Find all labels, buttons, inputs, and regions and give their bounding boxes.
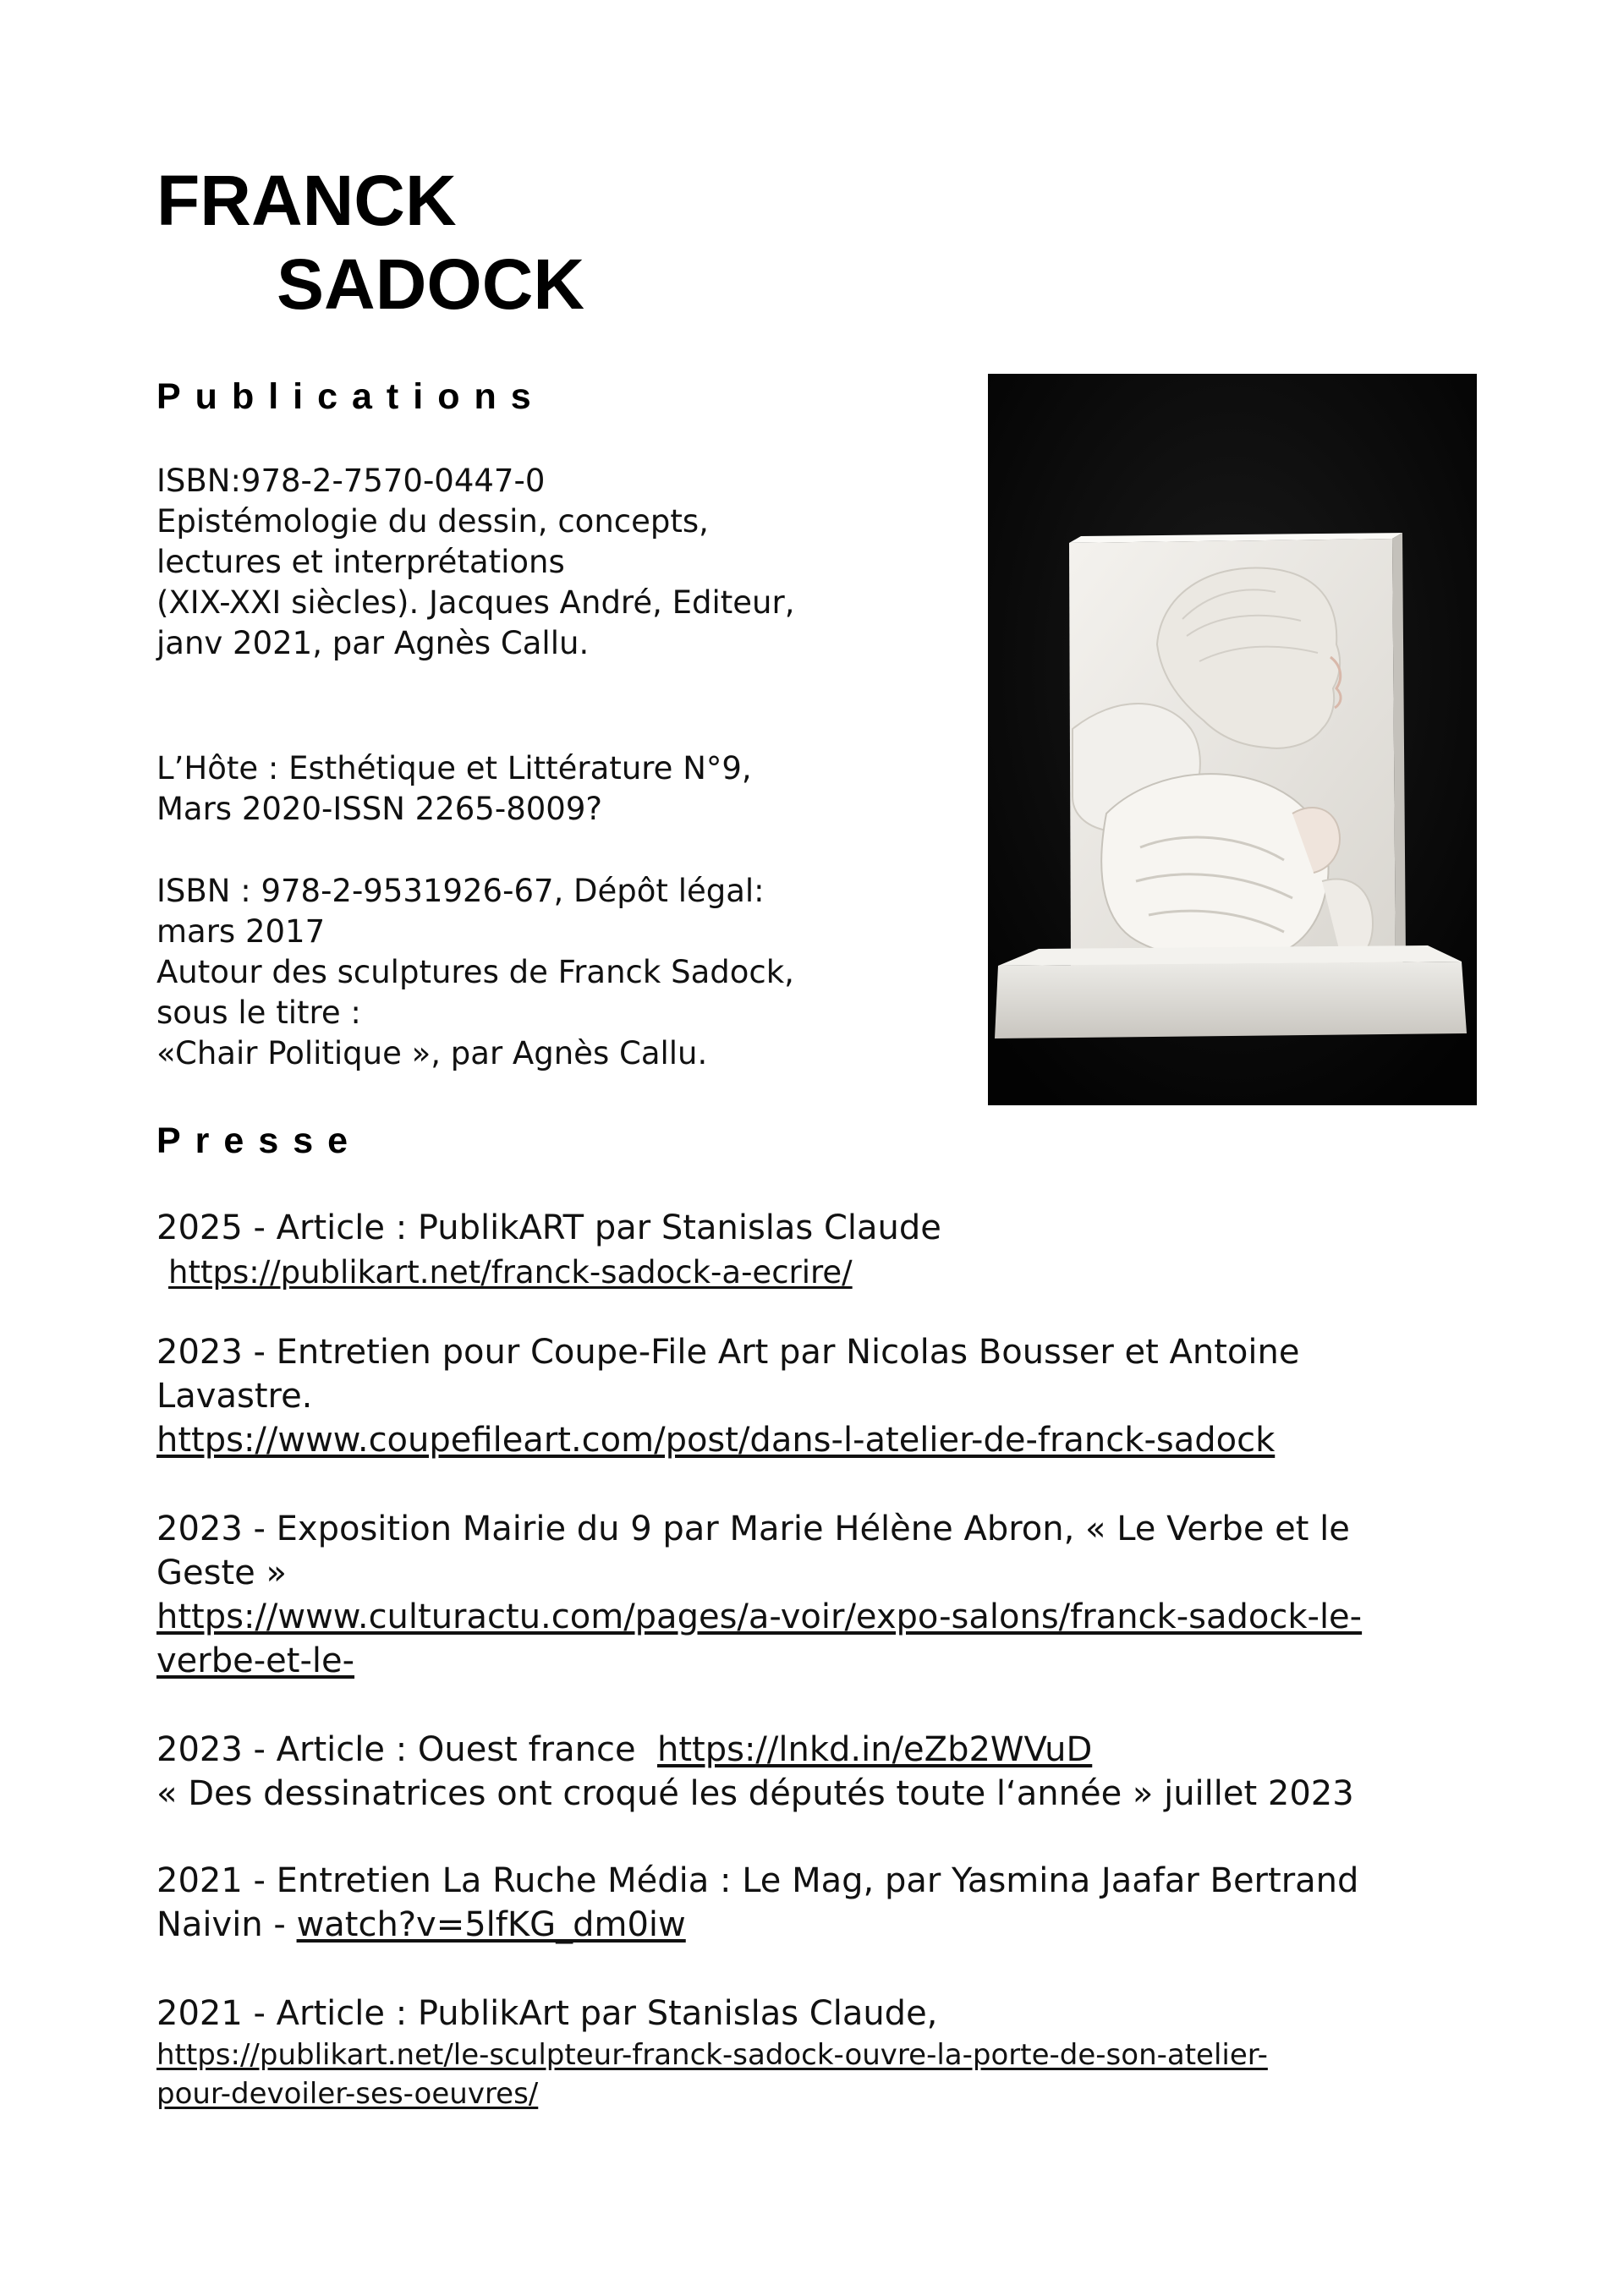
press-item-6: 2021 - Article : PublikArt par Stanislas Claude, https://publikart.net/le-sculpteur-franck-sadock-ouvre-la-porte-de-son-atelier- pour-devoiler-ses-oeuvres/: [156, 1994, 1268, 2111]
sculpture-photo: [988, 374, 1477, 1105]
sculpture-relief-image: [988, 374, 1477, 1105]
press-item-1: 2025 - Article : PublikART par Stanislas Claude https://publikart.net/franck-sadock-a-ecrire/: [156, 1208, 941, 1290]
artist-last-name: SADOCK: [277, 244, 585, 324]
press-link-publikart-2021[interactable]: https://publikart.net/le-sculpteur-franck-sadock-ouvre-la-porte-de-son-atelier-: [156, 2038, 1268, 2072]
press-link-publikart-2025[interactable]: https://publikart.net/franck-sadock-a-ecrire/: [168, 1254, 853, 1290]
press-item-5: 2021 - Entretien La Ruche Média : Le Mag, par Yasmina Jaafar Bertrand Naivin - watch?v=5lfKG_dm0iw: [156, 1861, 1359, 1944]
press-link-coupefileart[interactable]: https://www.coupefileart.com/post/dans-l-atelier-de-franck-sadock: [156, 1421, 1276, 1460]
press-link-publikart-2021-cont[interactable]: pour-devoiler-ses-oeuvres/: [156, 2077, 539, 2111]
press-item-4: 2023 - Article : Ouest france https://lnkd.in/eZb2WVuD « Des dessinatrices ont croqué les députés toute l‘année » juillet 2023: [156, 1730, 1354, 1813]
publication-entry-2: L’Hôte : Esthétique et Littérature N°9, Mars 2020-ISSN 2265-8009?: [156, 750, 752, 827]
press-item-2: 2023 - Entretien pour Coupe-File Art par Nicolas Bousser et Antoine Lavastre. https://www.coupefileart.com/post/dans-l-atelier-de-franck-sadock: [156, 1333, 1300, 1460]
publication-entry-3: ISBN : 978-2-9531926-67, Dépôt légal: mars 2017 Autour des sculptures de Franck Sadock, sous le titre : «Chair Politique », par Agnès Callu.: [156, 873, 794, 1071]
publications-heading: Publications: [156, 376, 546, 417]
press-link-ouest-france[interactable]: https://lnkd.in/eZb2WVuD: [657, 1730, 1093, 1769]
artist-first-name: FRANCK: [156, 161, 457, 240]
presse-heading: Presse: [156, 1121, 363, 1161]
press-link-la-ruche-video[interactable]: watch?v=5lfKG_dm0iw: [296, 1905, 686, 1944]
press-link-culturactu-cont[interactable]: verbe-et-le-: [156, 1641, 355, 1680]
press-item-3: 2023 - Exposition Mairie du 9 par Marie Hélène Abron, « Le Verbe et le Geste » https://www.culturactu.com/pages/a-voir/expo-salons/franck-sadock-le- verbe-et-le-: [156, 1510, 1363, 1680]
publication-entry-1: ISBN:978-2-7570-0447-0 Epistémologie du dessin, concepts, lectures et interprétations (XIX-XXI siècles). Jacques André, Editeur, janv 2021, par Agnès Callu.: [156, 463, 795, 661]
press-link-culturactu[interactable]: https://www.culturactu.com/pages/a-voir/expo-salons/franck-sadock-le-: [156, 1597, 1363, 1636]
